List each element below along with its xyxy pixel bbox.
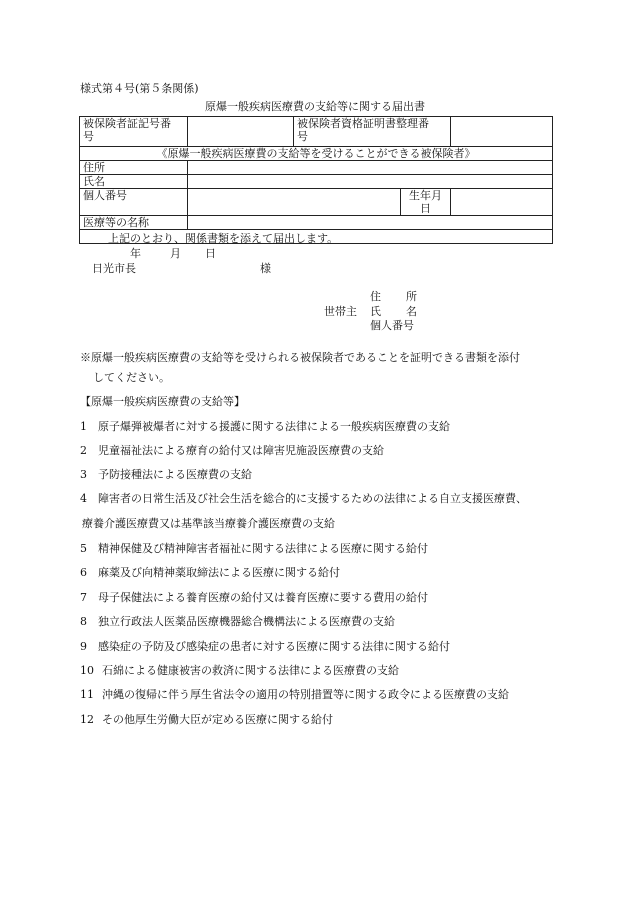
insured-cert-no-field[interactable] [188,117,294,147]
benefit-text: 予防接種法による医療費の支給 [98,468,252,481]
note-line-1: ※原爆一般疾病医療費の支給等を受けられる被保険者であることを証明できる書類を添付 [80,351,520,364]
date-day-label: 日 [205,247,216,260]
benefit-item [80,490,527,506]
benefit-number: 1 [80,420,87,433]
document-title: 原爆一般疾病医療費の支給等に関する届出書 [205,100,425,113]
birthdate-label: 生年月日 [401,189,451,216]
hh-name-b: 名 [406,305,417,318]
name-field[interactable] [188,175,553,189]
name-label: 氏名 [80,175,188,189]
benefit-text: 精神保健及び精神障害者福祉に関する法律による医療に関する給付 [98,542,428,555]
benefit-text: その他厚生労働大臣が定める医療に関する給付 [102,713,333,726]
benefit-number: 11 [80,688,94,701]
individual-no-label: 個人番号 [80,189,188,216]
benefit-number: 8 [80,615,87,628]
form-number-label: 様式第４号(第５条関係) [80,82,199,95]
benefit-text: 児童福祉法による療育の給付又は障害児施設医療費の支給 [98,444,384,457]
eligibility-cert-no-label-line2: 号 [297,130,308,143]
hh-address-b: 所 [406,290,417,303]
section-heading: 《原爆一般疾病医療費の支給等を受けることができる被保険者》 [80,147,553,161]
benefit-item [80,418,450,434]
medical-name-field[interactable] [188,216,553,230]
benefit-text: 石綿による健康被害の救済に関する法律による医療費の支給 [102,664,399,677]
eligibility-cert-no-label-line1: 被保険者資格証明書整理番 [297,117,429,130]
householder-label: 世帯主 [324,305,357,318]
benefit-item [80,466,252,482]
date-year-label: 年 [130,247,141,260]
benefit-item [80,589,428,605]
benefit-text: 障害者の日常生活及び社会生活を総合的に支援するための法律による自立支援医療費、 [98,492,527,505]
benefit-item [80,564,340,580]
benefit-item [80,711,333,727]
benefit-number: 6 [80,566,87,579]
submission-block [80,230,553,332]
benefit-number: 7 [80,591,87,604]
insured-cert-no-label [80,117,188,147]
address-label: 住所 [80,161,188,175]
address-field[interactable] [188,161,553,175]
benefit-number: 12 [80,713,94,726]
benefit-item [80,515,335,531]
benefit-item [80,613,395,629]
hh-name-a: 氏 [370,305,381,318]
birthdate-field[interactable] [451,189,553,216]
insured-cert-no-label-line1: 被保険者証記号番 [83,117,171,130]
benefit-number: 5 [80,542,87,555]
note-line-2: してください。 [93,371,170,384]
eligibility-cert-no-label [294,117,451,147]
honorific: 様 [260,262,271,275]
date-month-label: 月 [170,247,181,260]
benefits-heading: 【原爆一般疾病医療費の支給等】 [80,395,245,408]
benefit-number: 9 [80,640,87,653]
benefit-text: 沖縄の復帰に伴う厚生省法令の適用の特別措置等に関する政令による医療費の支給 [102,688,509,701]
notification-form-table [79,116,553,332]
benefit-number: 2 [80,444,87,457]
benefit-text: 療養介護医療費又は基準該当療養介護医療費の支給 [82,517,335,530]
addressee: 日光市長 [92,262,136,275]
benefit-text: 感染症の予防及び感染症の患者に対する医療に関する法律に関する給付 [98,640,450,653]
medical-name-label: 医療等の名称 [80,216,188,230]
benefit-text: 麻薬及び向精神薬取締法による医療に関する給付 [98,566,340,579]
benefit-number: 4 [80,492,87,505]
benefit-item [80,686,509,702]
benefit-item [80,442,384,458]
hh-individual-no-label: 個人番号 [370,319,414,332]
benefit-item [80,638,450,654]
benefit-number: 10 [80,664,94,677]
individual-no-field[interactable] [188,189,401,216]
benefit-number: 3 [80,468,87,481]
benefit-item [80,540,428,556]
eligibility-cert-no-field[interactable] [451,117,553,147]
benefit-text: 母子保健法による養育医療の給付又は養育医療に要する費用の給付 [98,591,428,604]
benefit-text: 独立行政法人医薬品医療機器総合機構法による医療費の支給 [98,615,395,628]
benefit-text: 原子爆弾被爆者に対する援護に関する法律による一般疾病医療費の支給 [98,420,450,433]
submission-text: 上記のとおり、関係書類を添えて届出します。 [108,232,339,245]
hh-address-a: 住 [370,290,381,303]
benefit-item [80,662,399,678]
insured-cert-no-label-line2: 号 [83,130,94,143]
